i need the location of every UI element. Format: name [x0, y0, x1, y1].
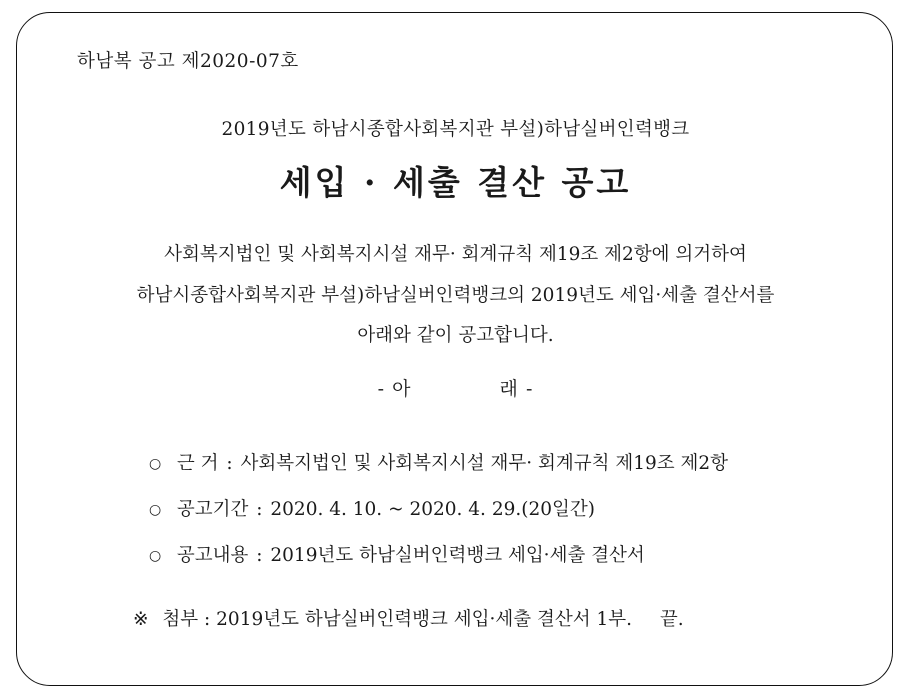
notice-item-list	[63, 449, 848, 567]
item-separator: :	[226, 452, 233, 474]
arae-left-text: - 아	[377, 377, 412, 400]
list-item	[149, 541, 848, 567]
item-label: 근 거	[176, 452, 219, 474]
notice-subtitle: 2019년도 하남시종합사회복지관 부설)하남실버인력뱅크	[221, 119, 690, 140]
body-line-2: 하남시종합사회복지관 부설)하남실버인력뱅크의 2019년도 세입·세출 결산서를	[136, 284, 775, 306]
attachment-end-marker: 끝.	[659, 608, 684, 630]
list-item	[149, 495, 848, 521]
list-item	[149, 449, 848, 475]
attachment-value: 2019년도 하남실버인력뱅크 세입·세출 결산서 1부.	[216, 608, 632, 630]
notice-body	[63, 246, 848, 346]
arae-heading	[63, 374, 848, 401]
body-line-1: 사회복지법인 및 사회복지시설 재무· 회계규칙 제19조 제2항에 의거하여	[164, 244, 747, 265]
attachment-note	[63, 605, 848, 631]
item-value: 2020. 4. 10. ~ 2020. 4. 29.(20일간)	[270, 498, 595, 520]
notice-frame	[16, 12, 893, 686]
item-value: 2019년도 하남실버인력뱅크 세입·세출 결산서	[270, 544, 645, 566]
body-line-3: 아래와 같이 공고합니다.	[357, 325, 554, 346]
item-label: 공고내용	[176, 544, 249, 566]
item-separator: :	[256, 498, 263, 520]
bullet-icon: ○	[149, 501, 162, 518]
document-number: 하남복 공고 제2020-07호	[77, 51, 299, 72]
item-label: 공고기간	[176, 498, 249, 520]
item-value: 사회복지법인 및 사회복지시설 재무· 회계규칙 제19조 제2항	[240, 452, 729, 474]
notice-title: 세입 · 세출 결산 공고	[279, 163, 632, 202]
bullet-icon: ○	[149, 455, 162, 472]
item-separator: :	[256, 544, 263, 566]
reference-mark-icon: ※	[133, 608, 149, 630]
bullet-icon: ○	[149, 547, 162, 564]
arae-right-text: 래 -	[499, 377, 534, 400]
attachment-label: 첨부 :	[162, 608, 211, 630]
notice-content	[17, 13, 894, 687]
